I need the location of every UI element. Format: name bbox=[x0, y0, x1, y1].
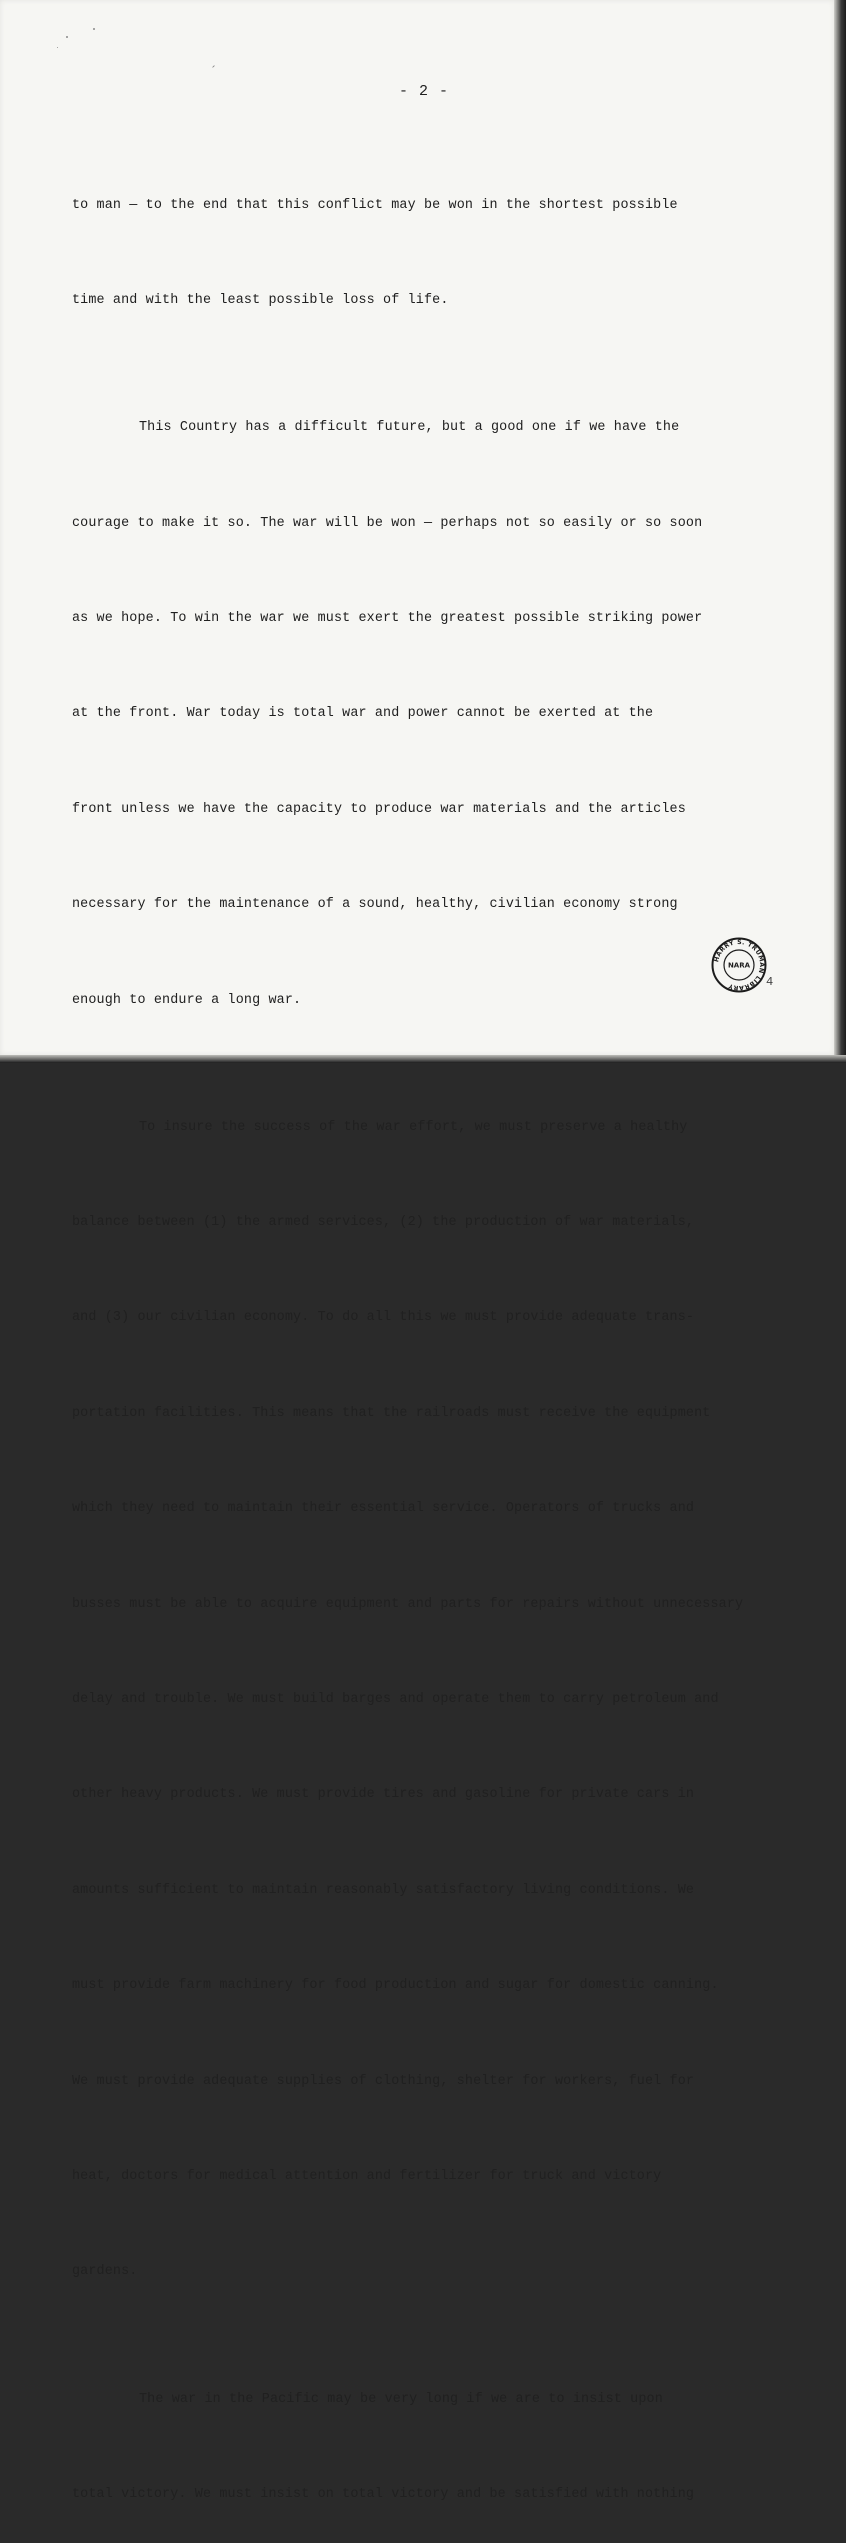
text-line: which they need to maintain their essential service. Operators of trucks and bbox=[72, 1501, 695, 1517]
library-stamp-seal bbox=[711, 937, 767, 993]
text-line: We must provide adequate supplies of clothing, shelter for workers, fuel for bbox=[72, 2073, 695, 2089]
text-line: amounts sufficient to maintain reasonably satisfactory living conditions. We bbox=[72, 1882, 695, 1898]
text-line: other heavy products. We must provide tires and gasoline for private cars in bbox=[72, 1787, 695, 1803]
text-line: total victory. We must insist on total victory and be satisfied with nothing bbox=[72, 2486, 695, 2502]
scan-speck bbox=[66, 36, 68, 38]
text-line: necessary for the maintenance of a sound, healthy, civilian economy strong bbox=[72, 897, 678, 913]
text-line: courage to make it so. The war will be won — perhaps not so easily or so soon bbox=[72, 515, 703, 531]
text-line: busses must be able to acquire equipment and parts for repairs without unnecessary bbox=[72, 1596, 744, 1612]
text-line: portation facilities. This means that the railroads must receive the equipment bbox=[72, 1405, 711, 1421]
page-number: - 2 - bbox=[398, 83, 449, 100]
text-line: balance between (1) the armed services, (2) the production of war materials, bbox=[72, 1215, 695, 1231]
scan-speck bbox=[93, 28, 95, 30]
text-line: enough to endure a long war. bbox=[72, 992, 302, 1008]
stamp-center-text: NARA bbox=[727, 961, 751, 970]
scan-edge-right bbox=[834, 0, 846, 1063]
text-line: and (3) our civilian economy. To do all this we must provide adequate trans- bbox=[72, 1310, 695, 1326]
text-line: must provide farm machinery for food production and sugar for domestic canning. bbox=[72, 1978, 719, 1994]
stamp-arc-text: HARRY S. TRUMAN LIBRARY bbox=[713, 938, 766, 992]
text-line: gardens. bbox=[72, 2264, 138, 2280]
text-line: as we hope. To win the war we must exert the greatest possible striking power bbox=[72, 610, 703, 626]
scan-speck bbox=[57, 47, 58, 48]
text-line: time and with the least possible loss of life. bbox=[72, 292, 449, 308]
text-line: heat, doctors for medical attention and fertilizer for truck and victory bbox=[72, 2169, 662, 2184]
text-line: to man — to the end that this conflict may be won in the shortest possible bbox=[72, 197, 678, 213]
text-line: To insure the success of the war effort, we must preserve a healthy bbox=[139, 1119, 688, 1135]
text-line: This Country has a difficult future, but a good one if we have the bbox=[139, 420, 680, 436]
stamp-mark: 4 bbox=[766, 975, 774, 989]
text-line: front unless we have the capacity to produce war materials and the articles bbox=[72, 801, 686, 817]
text-line: The war in the Pacific may be very long if we are to insist upon bbox=[139, 2391, 663, 2407]
text-line: delay and trouble. We must build barges and operate them to carry petroleum and bbox=[72, 1692, 719, 1708]
document-body bbox=[72, 126, 772, 2543]
text-line: at the front. War today is total war and power cannot be exerted at the bbox=[72, 706, 654, 722]
